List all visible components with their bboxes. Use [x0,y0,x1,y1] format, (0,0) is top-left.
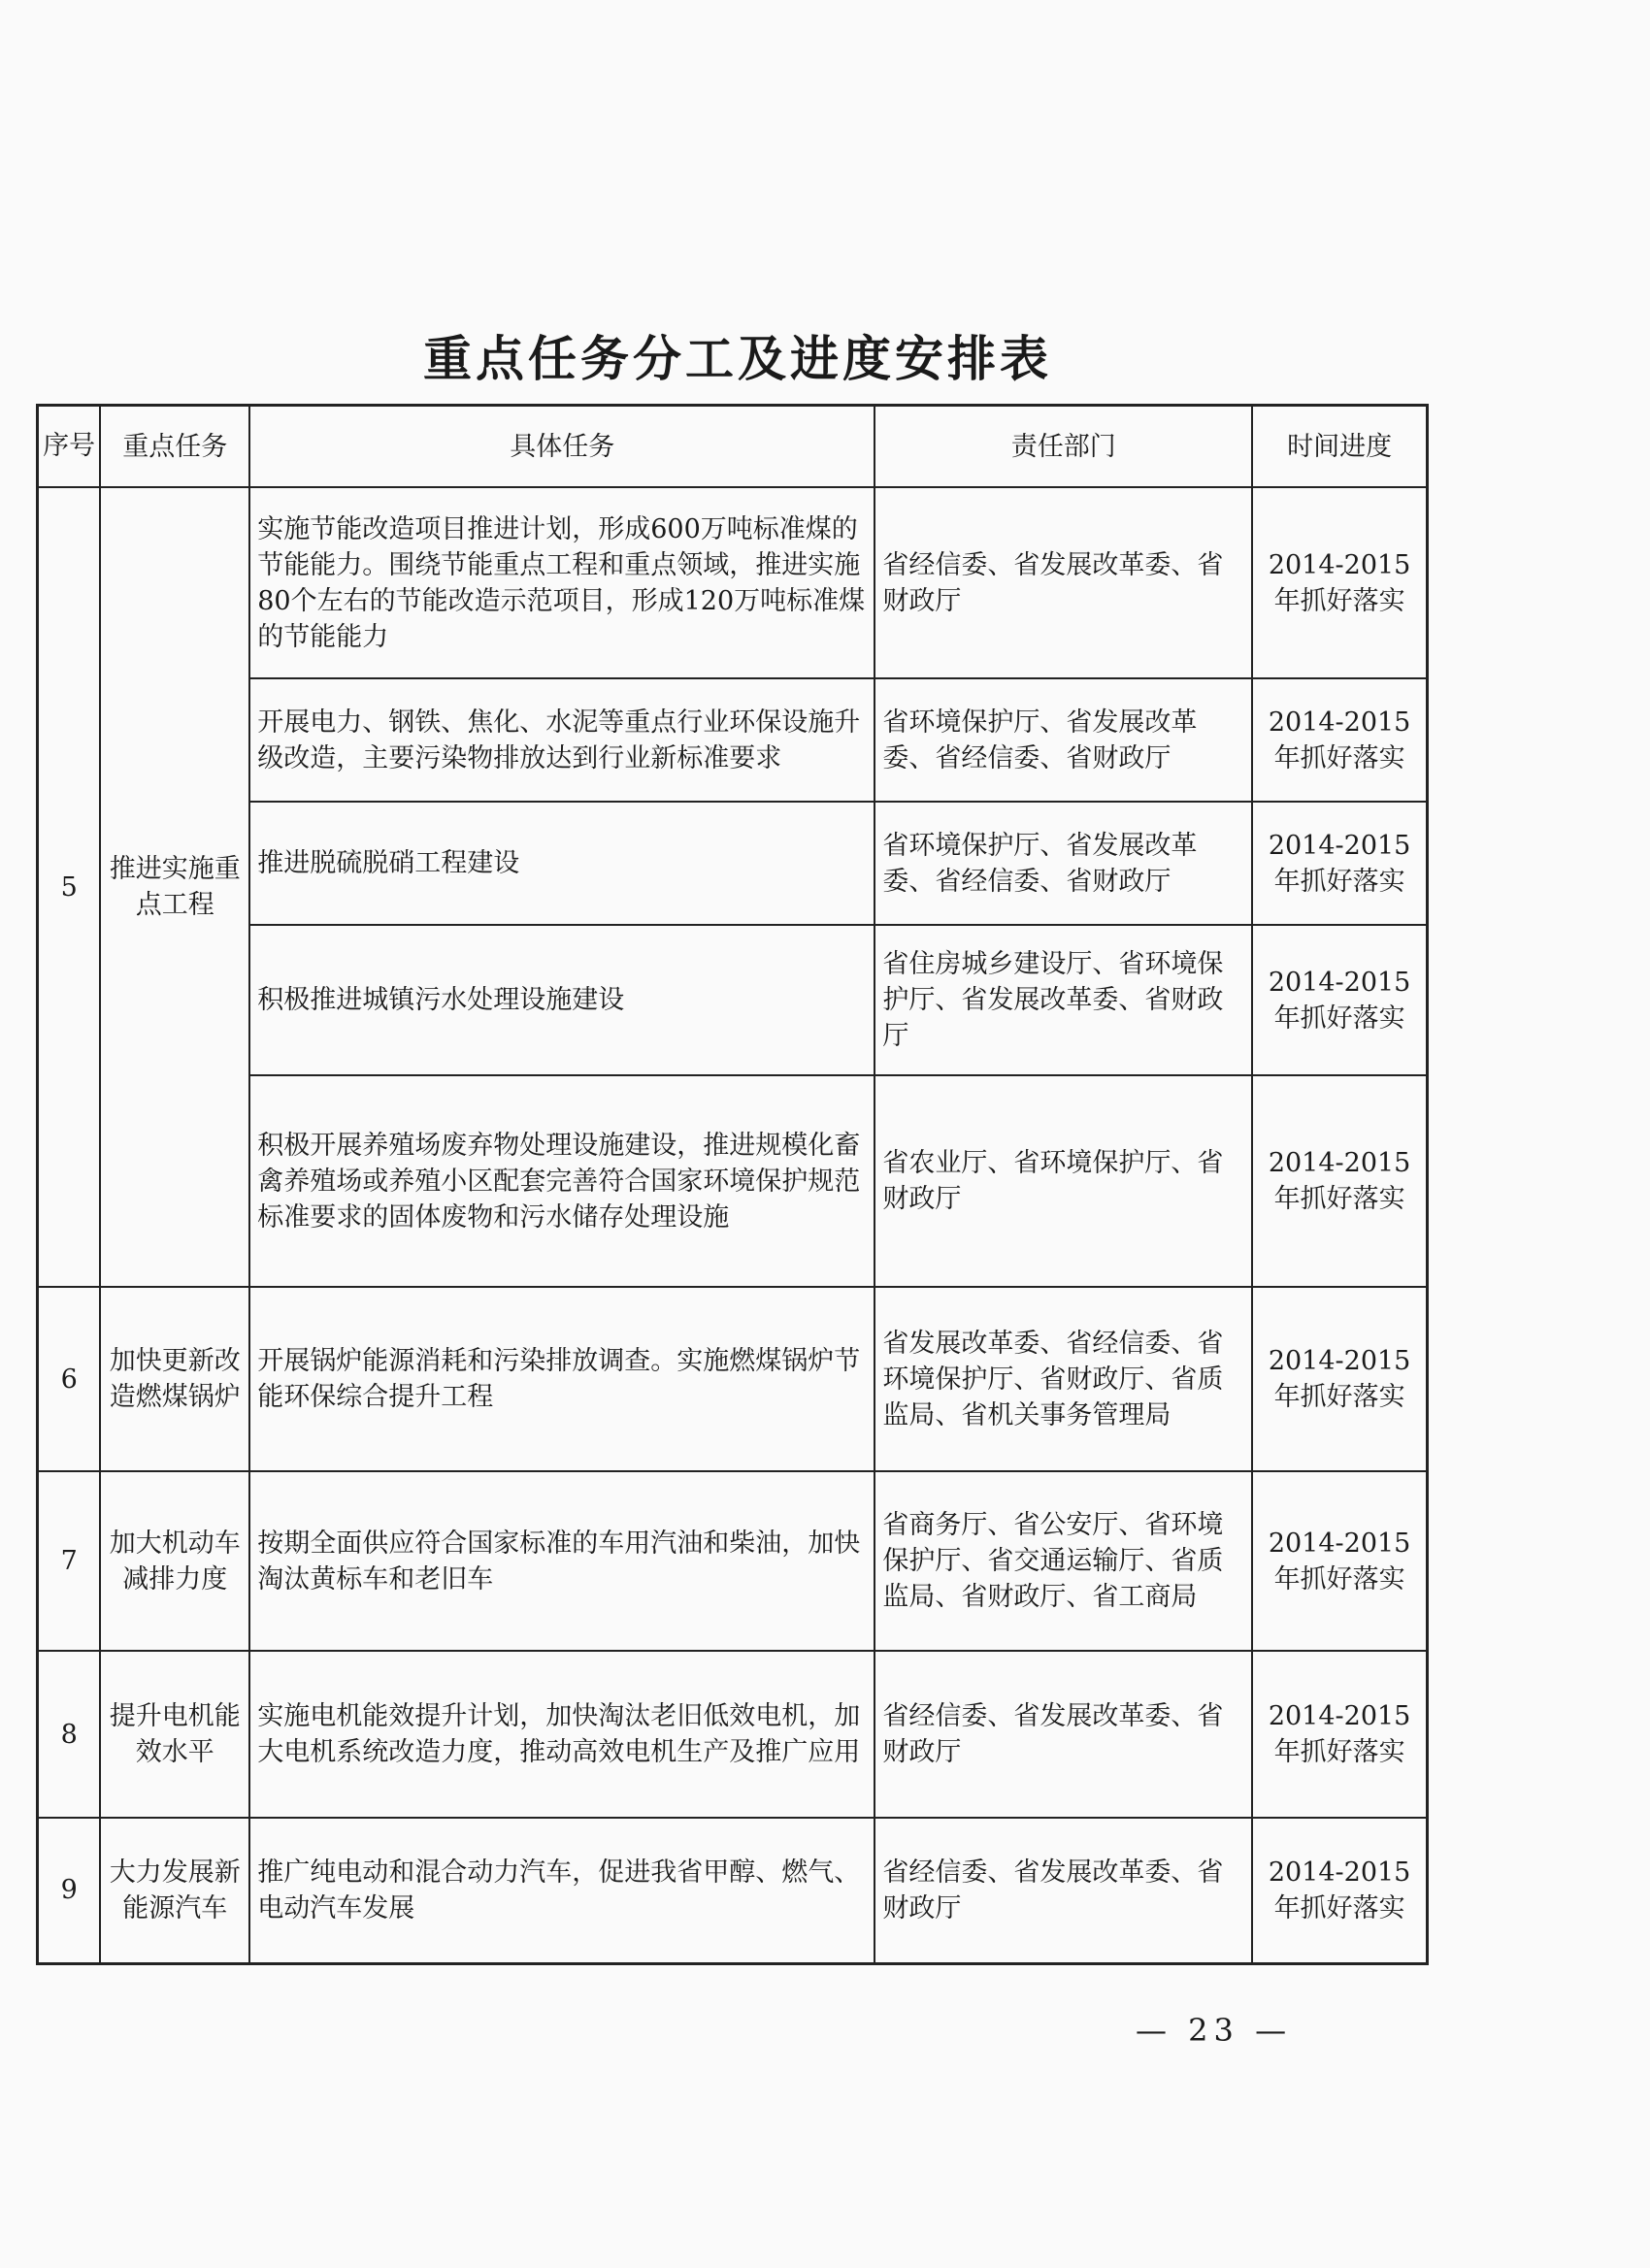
department-cell: 省商务厅、省公安厅、省环境保护厅、省交通运输厅、省质监局、省财政厅、省工商局 [874,1471,1252,1651]
department-cell: 省经信委、省发展改革委、省财政厅 [874,1818,1252,1963]
department-cell: 省农业厅、省环境保护厅、省财政厅 [874,1075,1252,1287]
table-row [38,487,1428,678]
specific-task-cell: 开展锅炉能源消耗和污染排放调查。实施燃煤锅炉节能环保综合提升工程 [249,1287,874,1471]
table-row [38,1287,1428,1471]
department-cell: 省发展改革委、省经信委、省环境保护厅、省财政厅、省质监局、省机关事务管理局 [874,1287,1252,1471]
schedule-cell: 2014-2015年抓好落实 [1252,1818,1427,1963]
schedule-cell: 2014-2015年抓好落实 [1252,1287,1427,1471]
seq-cell: 7 [38,1471,101,1651]
key-task-cell: 推进实施重点工程 [100,487,249,1287]
schedule-cell: 2014-2015年抓好落实 [1252,925,1427,1075]
table-header-row [38,406,1428,488]
header-seq: 序号 [38,406,101,488]
page-number: — 23 — [1136,2012,1293,2049]
specific-task-cell: 实施节能改造项目推进计划，形成600万吨标准煤的节能能力。围绕节能重点工程和重点领域，推进实施80个左右的节能改造示范项目，形成120万吨标准煤的节能能力 [249,487,874,678]
department-cell: 省经信委、省发展改革委、省财政厅 [874,1651,1252,1818]
schedule-cell: 2014-2015年抓好落实 [1252,487,1427,678]
header-schedule: 时间进度 [1252,406,1427,488]
department-cell: 省环境保护厅、省发展改革委、省经信委、省财政厅 [874,678,1252,802]
schedule-cell: 2014-2015年抓好落实 [1252,802,1427,925]
seq-cell: 9 [38,1818,101,1963]
schedule-cell: 2014-2015年抓好落实 [1252,1651,1427,1818]
page-title: 重点任务分工及进度安排表 [423,330,1052,387]
department-cell: 省住房城乡建设厅、省环境保护厅、省发展改革委、省财政厅 [874,925,1252,1075]
table-row [38,1818,1428,1963]
key-task-cell: 提升电机能效水平 [100,1651,249,1818]
schedule-cell: 2014-2015年抓好落实 [1252,1075,1427,1287]
key-task-cell: 大力发展新能源汽车 [100,1818,249,1963]
specific-task-cell: 实施电机能效提升计划，加快淘汰老旧低效电机，加大电机系统改造力度，推动高效电机生产及推广应用 [249,1651,874,1818]
department-cell: 省环境保护厅、省发展改革委、省经信委、省财政厅 [874,802,1252,925]
specific-task-cell: 推进脱硫脱硝工程建设 [249,802,874,925]
seq-cell: 6 [38,1287,101,1471]
schedule-cell: 2014-2015年抓好落实 [1252,1471,1427,1651]
header-department: 责任部门 [874,406,1252,488]
key-task-cell: 加快更新改造燃煤锅炉 [100,1287,249,1471]
task-assignment-table [36,404,1429,1965]
table-row [38,1651,1428,1818]
key-task-cell: 加大机动车减排力度 [100,1471,249,1651]
department-cell: 省经信委、省发展改革委、省财政厅 [874,487,1252,678]
specific-task-cell: 推广纯电动和混合动力汽车，促进我省甲醇、燃气、电动汽车发展 [249,1818,874,1963]
specific-task-cell: 开展电力、钢铁、焦化、水泥等重点行业环保设施升级改造，主要污染物排放达到行业新标准要求 [249,678,874,802]
seq-cell: 8 [38,1651,101,1818]
specific-task-cell: 积极开展养殖场废弃物处理设施建设，推进规模化畜禽养殖场或养殖小区配套完善符合国家环境保护规范标准要求的固体废物和污水储存处理设施 [249,1075,874,1287]
specific-task-cell: 积极推进城镇污水处理设施建设 [249,925,874,1075]
schedule-cell: 2014-2015年抓好落实 [1252,678,1427,802]
header-key-task: 重点任务 [100,406,249,488]
header-specific-task: 具体任务 [249,406,874,488]
specific-task-cell: 按期全面供应符合国家标准的车用汽油和柴油，加快淘汰黄标车和老旧车 [249,1471,874,1651]
table-row [38,1471,1428,1651]
seq-cell: 5 [38,487,101,1287]
